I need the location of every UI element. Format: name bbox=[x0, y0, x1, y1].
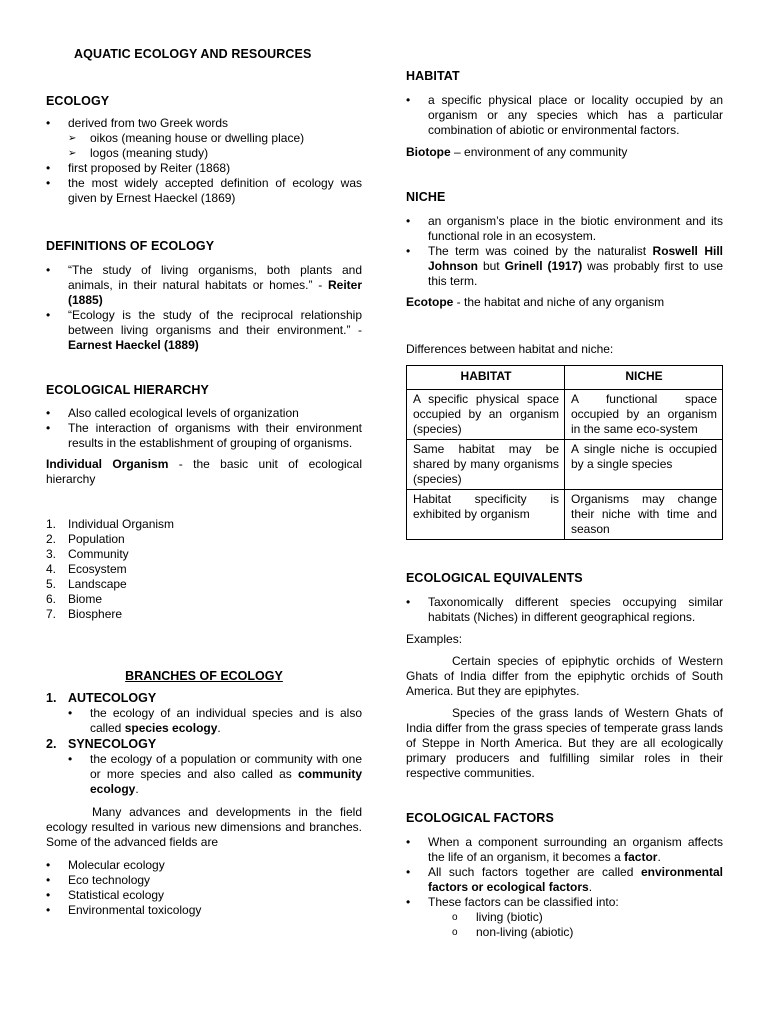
reiter-citation: Reiter (1885) bbox=[68, 278, 362, 307]
list-item: • Taxonomically different species occupying similar habitats (Niches) in different geographical regions. bbox=[406, 595, 723, 625]
example-paragraph: Species of the grass lands of Western Ghats of India differ from the grass species of temperate grass lands of Steppe in North America. But they are all ecologically primary producers and fulfilling similar roles in their respective communities. bbox=[406, 706, 723, 780]
advanced-fields-paragraph: Many advances and developments in the field ecology resulted in various new dimensions and branches. Some of the advanced fields are bbox=[46, 805, 362, 849]
list-item: 4. Ecosystem bbox=[46, 562, 127, 576]
niche-list bbox=[406, 214, 723, 289]
list-item: 7. Biosphere bbox=[46, 607, 123, 621]
autecology-heading: 1. AUTECOLOGY bbox=[46, 691, 157, 705]
niche-heading: NICHE bbox=[406, 190, 446, 204]
biotope-note: Biotope – environment of any community bbox=[406, 145, 628, 159]
list-item: • When a component surrounding an organism affects the life of an organism, it becomes a factor. bbox=[406, 835, 723, 865]
habitat-section bbox=[406, 68, 723, 160]
ecology-list bbox=[46, 116, 362, 206]
factor-types-list bbox=[406, 910, 723, 940]
hierarchy-list bbox=[46, 406, 362, 451]
list-item: 6. Biome bbox=[46, 592, 103, 606]
list-item: • the ecology of a population or community with one or more species and also called as community ecology. bbox=[46, 752, 362, 797]
list-item: o non-living (abiotic) bbox=[406, 925, 723, 940]
equivalents-section bbox=[406, 570, 723, 781]
list-item: • an organism’s place in the biotic environment and its functional role in an ecosystem. bbox=[406, 214, 723, 244]
autecology-list bbox=[46, 706, 362, 736]
niche-section bbox=[406, 189, 723, 310]
list-item: • “Ecology is the study of the reciprocal relationship between living organisms and their environment.” -Earnest Haeckel (1889) bbox=[46, 308, 362, 353]
table-cell: Habitat specificity is exhibited by organism bbox=[407, 490, 565, 540]
table-row bbox=[407, 390, 723, 440]
list-item: 5. Landscape bbox=[46, 577, 127, 591]
habitat-list bbox=[406, 93, 723, 138]
example-paragraph: Certain species of epiphytic orchids of Western Ghats of India differ from the epiphytic orchids of South America. But they are epiphytes. bbox=[406, 654, 723, 698]
branches-heading: BRANCHES OF ECOLOGY bbox=[125, 669, 283, 683]
list-item: • Molecular ecology bbox=[46, 858, 362, 873]
factors-section bbox=[406, 810, 723, 940]
factors-list bbox=[406, 835, 723, 940]
factors-heading: ECOLOGICAL FACTORS bbox=[406, 811, 554, 825]
advanced-fields-list bbox=[46, 858, 362, 918]
list-item: ➢ logos (meaning study) bbox=[46, 146, 362, 161]
list-item: • first proposed by Reiter (1868) bbox=[46, 161, 362, 176]
list-item: • a specific physical place or locality occupied by an organism or any species which has a particular combination of abiotic or environmental factors. bbox=[406, 93, 723, 138]
habitat-heading: HABITAT bbox=[406, 69, 460, 83]
hierarchy-heading: ECOLOGICAL HIERARCHY bbox=[46, 383, 209, 397]
column-header: HABITAT bbox=[407, 366, 565, 390]
column-header: NICHE bbox=[565, 366, 723, 390]
table-cell: A specific physical space occupied by an organism (species) bbox=[407, 390, 565, 440]
table-cell: A single niche is occupied by a single species bbox=[565, 440, 723, 490]
equivalents-heading: ECOLOGICAL EQUIVALENTS bbox=[406, 571, 583, 585]
table-cell: Same habitat may be shared by many organisms (species) bbox=[407, 440, 565, 490]
definitions-heading: DEFINITIONS OF ECOLOGY bbox=[46, 239, 215, 253]
differences-caption: Differences between habitat and niche: bbox=[406, 342, 614, 356]
haeckel-citation: Earnest Haeckel (1889) bbox=[68, 338, 199, 352]
definitions-section bbox=[46, 238, 362, 353]
differences-section bbox=[406, 342, 723, 540]
list-item: • the ecology of an individual species and is also called species ecology. bbox=[46, 706, 362, 736]
table-row bbox=[407, 440, 723, 490]
list-item: • The term was coined by the naturalist Roswell Hill Johnson but Grinell (1917) was probably first to use this term. bbox=[406, 244, 723, 289]
list-item: • These factors can be classified into: o living (biotic) o non-living (abiotic) bbox=[406, 895, 723, 940]
list-item: • The interaction of organisms with their environment results in the establishment of grouping of organisms. bbox=[46, 421, 362, 451]
list-item: • “The study of living organisms, both plants and animals, in their natural habitats or homes.” - Reiter (1885) bbox=[46, 263, 362, 308]
ecotope-note: Ecotope - the habitat and niche of any organism bbox=[406, 295, 665, 309]
list-item: • Eco technology bbox=[46, 873, 362, 888]
list-item: ➢ oikos (meaning house or dwelling place) bbox=[46, 131, 362, 146]
list-item: • Statistical ecology bbox=[46, 888, 362, 903]
branches-section bbox=[46, 668, 362, 918]
greek-words-list bbox=[46, 131, 362, 161]
habitat-niche-table bbox=[406, 365, 723, 540]
table-cell: Organisms may change their niche with time and season bbox=[565, 490, 723, 540]
list-item: • Also called ecological levels of organization bbox=[46, 406, 362, 421]
synecology-heading: 2. SYNECOLOGY bbox=[46, 737, 157, 751]
definitions-list bbox=[46, 263, 362, 353]
document-title: AQUATIC ECOLOGY AND RESOURCES bbox=[74, 47, 312, 61]
hierarchy-section bbox=[46, 382, 362, 622]
equivalents-list bbox=[406, 595, 723, 625]
ecology-section bbox=[46, 93, 362, 206]
table-cell: A functional space occupied by an organism in the same eco-system bbox=[565, 390, 723, 440]
list-item: • Environmental toxicology bbox=[46, 903, 362, 918]
synecology-list bbox=[46, 752, 362, 797]
list-item: 3. Community bbox=[46, 547, 129, 561]
table-row bbox=[407, 490, 723, 540]
list-item: • All such factors together are called environmental factors or ecological factors. bbox=[406, 865, 723, 895]
list-item: o living (biotic) bbox=[406, 910, 723, 925]
table-header-row bbox=[407, 366, 723, 390]
examples-label: Examples: bbox=[406, 632, 463, 646]
list-item: 1. Individual Organism bbox=[46, 517, 175, 531]
ecology-heading: ECOLOGY bbox=[46, 94, 110, 108]
list-item: • derived from two Greek words ➢ oikos (meaning house or dwelling place) ➢ logos (meaning study) bbox=[46, 116, 362, 161]
list-item: • the most widely accepted definition of ecology was given by Ernest Haeckel (1869) bbox=[46, 176, 362, 206]
list-item: 2. Population bbox=[46, 532, 125, 546]
individual-organism-note: Individual Organism - the basic unit of ecological hierarchy bbox=[46, 457, 362, 486]
hierarchy-levels-list bbox=[46, 517, 362, 622]
